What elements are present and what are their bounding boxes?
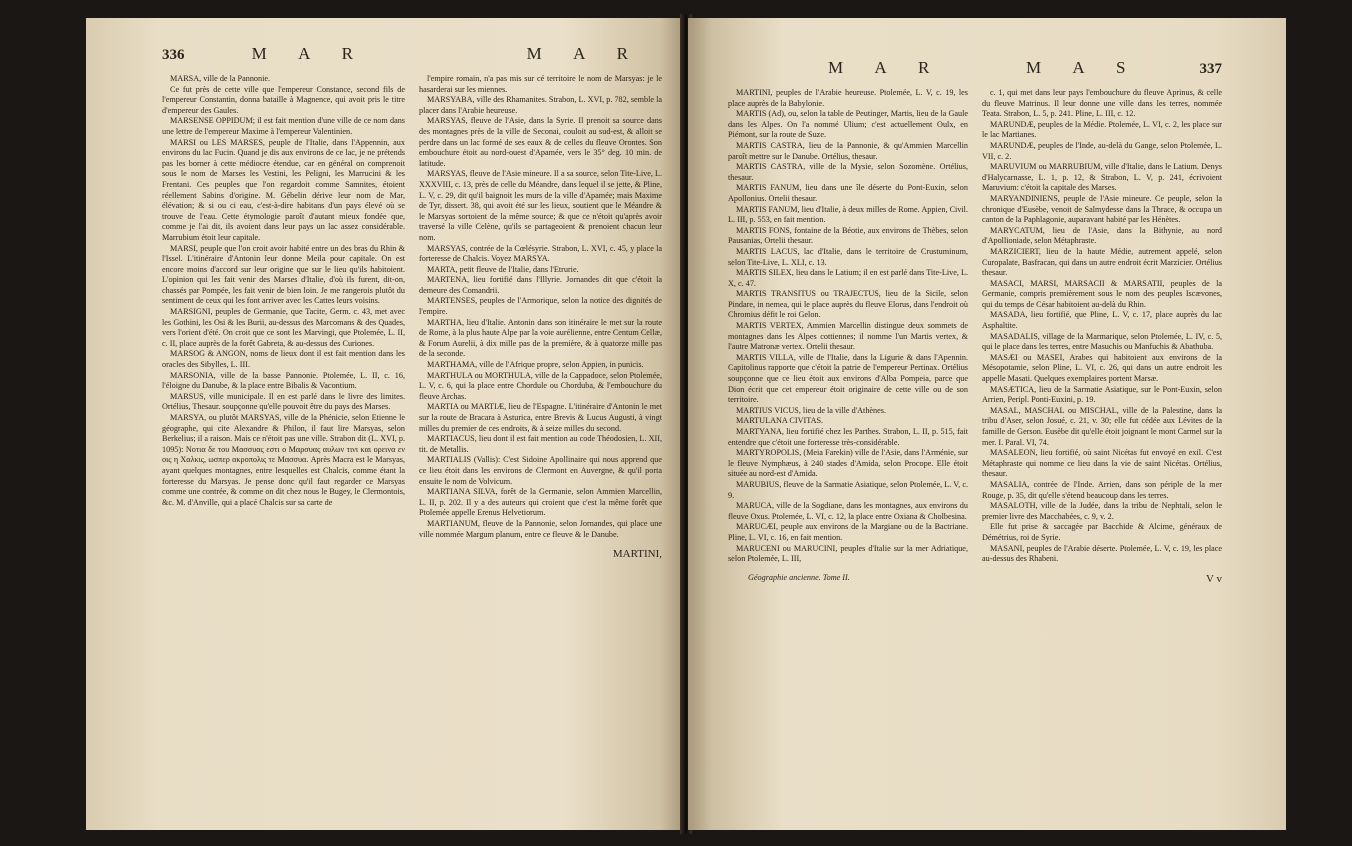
dictionary-entry: MARTIS (Ad), ou, selon la table de Peutinger, Martis, lieu de la Gaule dans les Alpes. On l'a nommé Ulium; c'est actuellement Oulx, en Piémont, sur la route de Suze. [728,109,968,140]
running-title: M A R [251,44,367,63]
dictionary-entry: l'empire romain, n'a pas mis sur cé territoire le nom de Marsyas: je le hasarderai sur les miennes. [419,74,662,94]
dictionary-entry: MARTIS VILLA, ville de l'Italie, dans la Ligurie & dans l'Apennin. Capitolinus rapporte que c'étoit la patrie de l'empereur Pertinax. Ortélius soupçonne que ce lieu étoit aux environs d'Alba Pompeia, parce que Dion écrit que cet empereur étoit originaire de cette ville ou de son territoire. [728,352,968,405]
dictionary-entry: MARTYROPOLIS, (Meia Farekin) ville de l'Asie, dans l'Arménie, sur le fleuve Nymphæus, à 240 stades d'Amida, selon Procope. Elle étoit située au nord-est d'Amida. [728,448,968,479]
dictionary-entry: MARSOG & ANGON, noms de lieux dont il est fait mention dans les oracles des Sibylles, L. III. [162,349,405,370]
dictionary-entry: MASADA, lieu fortifié, que Pline, L. V, c. 17, place auprès du lac Asphaltite. [982,310,1222,331]
dictionary-entry: MASÆTICA, lieu de la Sarmatie Asiatique, sur le Pont-Euxin, selon Arrien, Peripl. Ponti-Euxini, p. 19. [982,384,1222,405]
dictionary-entry: MARTYANA, lieu fortifié chez les Parthes. Strabon, L. II, p. 515, fait entendre que c'étoit une forteresse très-considérable. [728,427,968,447]
dictionary-entry: MARTIS VERTEX, Ammien Marcellin distingue deux sommets de montagnes dans les Alpes cottiennes; il nomme l'un Martis vertex, & l'autre Matronæ vertex. Ortelii thesaur. [728,321,968,352]
page-number: 337 [1199,61,1222,77]
dictionary-entry: MARYANDINIENS, peuple de l'Asie mineure. Ce peuple, selon la chronique d'Eusèbe, venoit de Salmydesse dans la Thrace, & occupa un canton de la Paphlagonie, auparavant habité par les Hénètes. [982,193,1222,225]
dictionary-entry: MARTHULA ou MORTHULA, ville de la Cappadoce, selon Ptolemée, L. V, c. 6, qui la place entre Chordule ou Chorduba, & l'embouchure du fleuve Archas. [419,370,662,401]
dictionary-entry: MARSUS, ville municipale. Il en est parlé dans le livre des limites. Ortélius, Thesaur. soupçonne qu'elle pouvoit être du pays des Marses. [162,391,405,412]
right-page-columns [728,88,1222,565]
right-column-1 [728,88,968,565]
dictionary-entry: MASALIA, contrée de l'Inde. Arrien, dans son périple de la mer Rouge, p. 35, dit qu'elle s'étend beaucoup dans les terres. [982,479,1222,500]
signature-mark: V v [1206,572,1222,585]
left-column-1 [162,74,405,540]
dictionary-entry: MASANI, peuples de l'Arabie déserte. Ptolemée, L. V, c. 19, les place au-dessus des Rhabeni. [982,543,1222,564]
dictionary-entry: MARTENSES, peuples de l'Armorique, selon la notice des dignités de l'empire. [419,296,662,317]
dictionary-entry: MARUCÆI, peuple aux environs de la Margiane ou de la Bactriane. Pline, L. VI, c. 16, en fait mention. [728,522,968,542]
dictionary-entry: Ce fut près de cette ville que l'empereur Constance, second fils de l'empereur Constantin, donna bataille à Magnence, qui avoit pris le titre d'empereur des Gaules. [162,84,405,115]
dictionary-entry: MARSYAS, fleuve de l'Asie mineure. Il a sa source, selon Tite-Live, L. XXXVIII, c. 13, près de celle du Méandre, dans lequel il se jette, & Pline, L. V, c. 29, dit qu'il baignoit les murs de la ville d'Apamée; mais Maxime de Tyr, dissert. 38, qui avoit été sur les lieux, soutient que le Méandre & le Marsyas sortoient de la même source; & que ce n'étoit qu'après avoir traversé la ville Celène, qu'ils se partageoient & prenoient chacun leur nom. [419,169,662,242]
dictionary-entry: c. 1, qui met dans leur pays l'embouchure du fleuve Aprinus, & celle du fleuve Matrinus. Il leur donne une ville dans les terres, nommée Teata. Strabon, L. 5, p. 241. Pline, L. III, c. 12. [982,88,1222,119]
page-number: 336 [162,47,185,63]
running-title-right: M A S [1025,58,1140,77]
dictionary-entry: MARTIALIS (Vallis): C'est Sidoine Apollinaire qui nous apprend que ce lieu étoit dans les environs de Clermont en Auvergne, & qu'il porta ensuite le nom de Volvicum. [419,455,662,486]
left-column-2 [419,74,662,540]
dictionary-entry: MASÆI ou MASEI, Arabes qui habitoient aux environs de la Mésopotamie, selon Pline, L. VI, c. 26, qui dans un autre endroit les appelle Masati. Quelques exemplaires portent Marsæ. [982,352,1222,384]
catchword: MARTINI, [612,548,662,561]
dictionary-entry: MARTIS CASTRA, lieu de la Pannonie, & qu'Ammien Marcellin paroît mettre sur le Danube. Ortélius, thesaur. [728,140,968,161]
dictionary-entry: MARTIS TRANSITUS ou TRAJECTUS, lieu de la Sicile, selon Pindare, in nemea, qui le place auprès du fleuve Elorus, dans l'endroit où Chromius défit le roi Gelon. [728,289,968,320]
dictionary-entry: MARSYAS, fleuve de l'Asie, dans la Syrie. Il prenoit sa source dans des montagnes près de la ville de Seconai, couloit au sud-est, & alloit se perdre dans un lac formé de ses eaux & de celles du fleuve Orontes. Son embouchure étoit au nord-ouest d'Apamée, vers le 35° deg. 10 min. de latitude. [419,116,662,168]
left-page-header [162,44,662,74]
dictionary-entry: MARTIANA SILVA, forêt de la Germanie, selon Ammien Marcellin, L. II, p. 202. Il y a des auteurs qui croient que c'est la même forêt que Ptolemée appelle Erenus Helvetiorum. [419,487,662,518]
dictionary-entry: MARTHA, lieu d'Italie. Antonin dans son itinéraire le met sur la route de Rome, à la plus haute Alpe par la voie aurélienne, entre Centum Cellæ, & Forum Aurelii, à dix mille pas de la première, & à quatorze mille pas de la seconde. [419,317,662,359]
dictionary-entry: MASALOTH, ville de la Judée, dans la tribu de Nephtali, selon le premier livre des Macchabées, c. 9, v. 2. [982,501,1222,521]
dictionary-entry: MARTIA ou MARTIÆ, lieu de l'Espagne. L'itinéraire d'Antonin le met sur la route de Bracara à Asturica, entre Brevis & Lucus Augusti, à vingt milles du premier de ces endroits, & à seize milles du second. [419,402,662,433]
dictionary-entry: MARUNDÆ, peuples de la Médie. Ptolemée, L. VI, c. 2, les place sur le lac Martianes. [982,119,1222,140]
dictionary-entry: MARTIACUS, lieu dont il est fait mention au code Théodosien, L. XII, tit. de Metallis. [419,434,662,454]
dictionary-entry: MARTIUS VICUS, lieu de la ville d'Athènes. [736,405,887,415]
dictionary-entry: MARTINI, peuples de l'Arabie heureuse. Ptolemée, L. V, c. 19, les place auprès de la Babylonie. [728,88,968,108]
dictionary-entry: MARTENA, lieu fortifié dans l'Illyrie. Jornandes dit que c'étoit la demeure des Comandrii. [419,275,662,295]
dictionary-entry: MARSENSE OPPIDUM; il est fait mention d'une ville de ce nom dans une lettre de l'empereur Maxime à l'empereur Valentinien. [162,116,405,136]
dictionary-entry: MARSYAS, contrée de la Cœlésyrie. Strabon, L. XVI, c. 45, y place la forteresse de Chalcis. Voyez MARSYA. [419,243,662,264]
dictionary-entry: MARTHAMA, ville de l'Afrique propre, selon Appien, in punicis. [427,360,644,370]
dictionary-entry: MARSYA, ou plutôt MARSYAS, ville de la Phénicie, selon Etienne le géographe, qui cite Alexandre & Philon, il faut lire Marsyas, selon Berkelius; il a raison. Mais ce n'étoit pas une ville. Strabon dit (L. XVI, p. 1095): Νοτια δε του Μασσυας εστι ο Μαρσυας αυλων τινι και ορεινα εν οις η Χαλκις, ωσπερ ακροπολις τε Μασσυα. Après Macra est le Marsyas, ayant quelques montagnes, entre lesquelles est Chalcis, comme étant la forteresse du Marsyas. Je pense donc qu'il faut regarder ce Marsyas comme une contrée, & comme on dit chez nous le Bugey, le Clermontois, &c. M. d'Anville, qui a placé Chalcis sur sa carte de [162,413,405,507]
left-page [86,18,684,830]
dictionary-entry: MASADALIS, village de la Marmarique, selon Ptolemée, L. IV, c. 5, qui le place dans les terres, entre Masuchis ou Manfuchis & Abathuba. [982,331,1222,352]
dictionary-entry: MASACI, MARSI, MARSACII & MARSATII, peuples de la Germanie, compris premièrement sous le nom des peuples Iscævones, qui du temps de César habitoient au-delà du Rhin. [982,278,1222,309]
dictionary-entry: MARTULANA CIVITAS. [736,416,824,426]
dictionary-entry: MASAL, MASCHAL ou MISCHAL, ville de la Palestine, dans la tribu d'Aser, selon Josué, c. 21, v. 30; elle fut cédée aux Lévites de la famille de Gerson. Eusèbe dit qu'elle étoit joignant le mont Carmel sur la mer. I. Paral. VI, 74. [982,405,1222,447]
dictionary-entry: MARTA, petit fleuve de l'Italie, dans l'Etrurie. [427,264,579,274]
right-page-header [728,58,1222,88]
dictionary-entry: MARSI ou LES MARSES, peuple de l'Italie, dans l'Appennin, aux environs du lac Fucin. Quand je dis aux environs de ce lac, je ne prétends pas les borner à cette médiocre étendue, car en général on comprenoit sous le nom de Marses les Vestini, les Peligni, les Marrucini & les Frentani. Ces peuples que l'on regardoit comme Samnites, étoient réellement Sabins d'origine. M. Gébelin dérive leur nom de Mar, élévation; & si ou ci eau, c'est-à-dire habitans d'un pays élevé où se trouve de l'eau. Cette étymologie paroît d'autant mieux fondée que, comme je l'ai dit, ils avoient dans leur pays un lac assez considérable. Marrubium étoit leur capitale. [162,137,405,242]
dictionary-entry: MARUCA, ville de la Sogdiane, dans les montagnes, aux environs du fleuve Oxus. Ptolemée, L. VI, c. 12, la place entre Oxiana & Cholbesina. [728,501,968,521]
left-page-columns [162,74,662,540]
dictionary-entry: MARYCATUM, lieu de l'Asie, dans la Bithynie, au nord d'Apollioniade, selon Métaphraste. [982,225,1222,246]
dictionary-entry: Elle fut prise & saccagée par Bacchide & Alcime, généraux de Démétrius, roi de Syrie. [982,522,1222,542]
dictionary-entry: MARTIANUM, fleuve de la Pannonie, selon Jornandes, qui place une ville nommée Margum planum, entre ce fleuve & le Danube. [419,518,662,539]
dictionary-entry: MARSONIA, ville de la basse Pannonie. Ptolemée, L. II, c. 16, l'éloigne du Danube, & la place entre Bibalis & Vacontium. [162,370,405,391]
right-page [688,18,1286,830]
dictionary-entry: MARUBIUS, fleuve de la Sarmatie Asiatique, selon Ptolemée, L. V, c. 9. [728,479,968,500]
signature-title: Géographie ancienne. Tome II. [748,572,850,582]
dictionary-entry: MASALEON, lieu fortifié, où saint Nicétas fut envoyé en exil. C'est Métaphraste qui nomme ce lieu dans la vie de saint Nicétas. Ortélius, thesaur. [982,448,1222,479]
running-title-right-col: M A R [526,44,642,63]
dictionary-entry: MARZICIERT, lieu de la haute Médie, autrement appelé, selon Curopalate, Basfracan, qui dans un autre endroit écrit Marzicier. Ortélius thesaur. [982,246,1222,278]
dictionary-entry: MARSYABA, ville des Rhamanites. Strabon, L. XVI, p. 782, semble la placer dans l'Arabie heureuse. [419,95,662,115]
dictionary-entry: MARTIS FANUM, lieu dans une île déserte du Pont-Euxin, selon Apollonius. Ortelii thesaur. [728,183,968,203]
dictionary-entry: MARSA, ville de la Pannonie. [170,74,271,83]
right-column-2 [982,88,1222,565]
dictionary-entry: MARTIS LACUS, lac d'Italie, dans le territoire de Crustuminum, selon Tite-Live, L. XLI, c. 13. [728,246,968,267]
dictionary-entry: MARTIS FANUM, lieu d'Italie, à deux milles de Rome. Appien, Civil. L. III, p. 553, en fait mention. [728,204,968,225]
dictionary-entry: MARSI, peuple que l'on croit avoir habité entre un des bras du Rhin & l'Issel. L'itinéraire d'Antonin leur donne Meila pour capitale. On est encore moins d'accord sur leur origine que sur le lieu qu'ils habitoient. L'opinion qui les fait venir des Marses d'Italie, d'où ils furent, dit-on, chassés par Pompée, les fait venir de bien loin. Je me rangerois plutôt du sentiment de ceux qui les font arriver avec les Cattes leurs voisins. [162,243,405,306]
dictionary-entry: MARUNDÆ, peuples de l'Inde, au-delà du Gange, selon Ptolemée, L. VII, c. 2. [982,140,1222,161]
dictionary-entry: MARTIS FONS, fontaine de la Béotie, aux environs de Thèbes, selon Pausanias, Ortelii thesaur. [728,225,968,246]
dictionary-entry: MARUVIUM ou MARRUBIUM, ville d'Italie, dans le Latium. Denys d'Halycarnasse, L. 1, p. 12, & Strabon, L. V, p. 241, écrivoient Maruvium: c'étoit la capitale des Marses. [982,162,1222,193]
dictionary-entry: MARSIGNI, peuples de Germanie, que Tacite, Germ. c. 43, met avec les Gothini, les Osi & les Burii, au-dessus des Marcomans & des Quades, vers l'orient d'été. On croit que ce sont les Marvingi, que Ptolemée, L. II, c. II, place auprès de la forêt Gabreta, & au-dessus des Curiones. [162,307,405,348]
running-title-left: M A R [828,58,944,77]
dictionary-entry: MARTIS SILEX, lieu dans le Latium; il en est parlé dans Tite-Live, L. X, c. 47. [728,268,968,288]
dictionary-entry: MARTIS CASTRA, ville de la Mysie, selon Sozomène. Ortélius, thesaur. [728,162,968,182]
dictionary-entry: MARUCENI ou MARUCINI, peuples d'Italie sur la mer Adriatique, selon Ptolemée, L. III, [728,543,968,564]
